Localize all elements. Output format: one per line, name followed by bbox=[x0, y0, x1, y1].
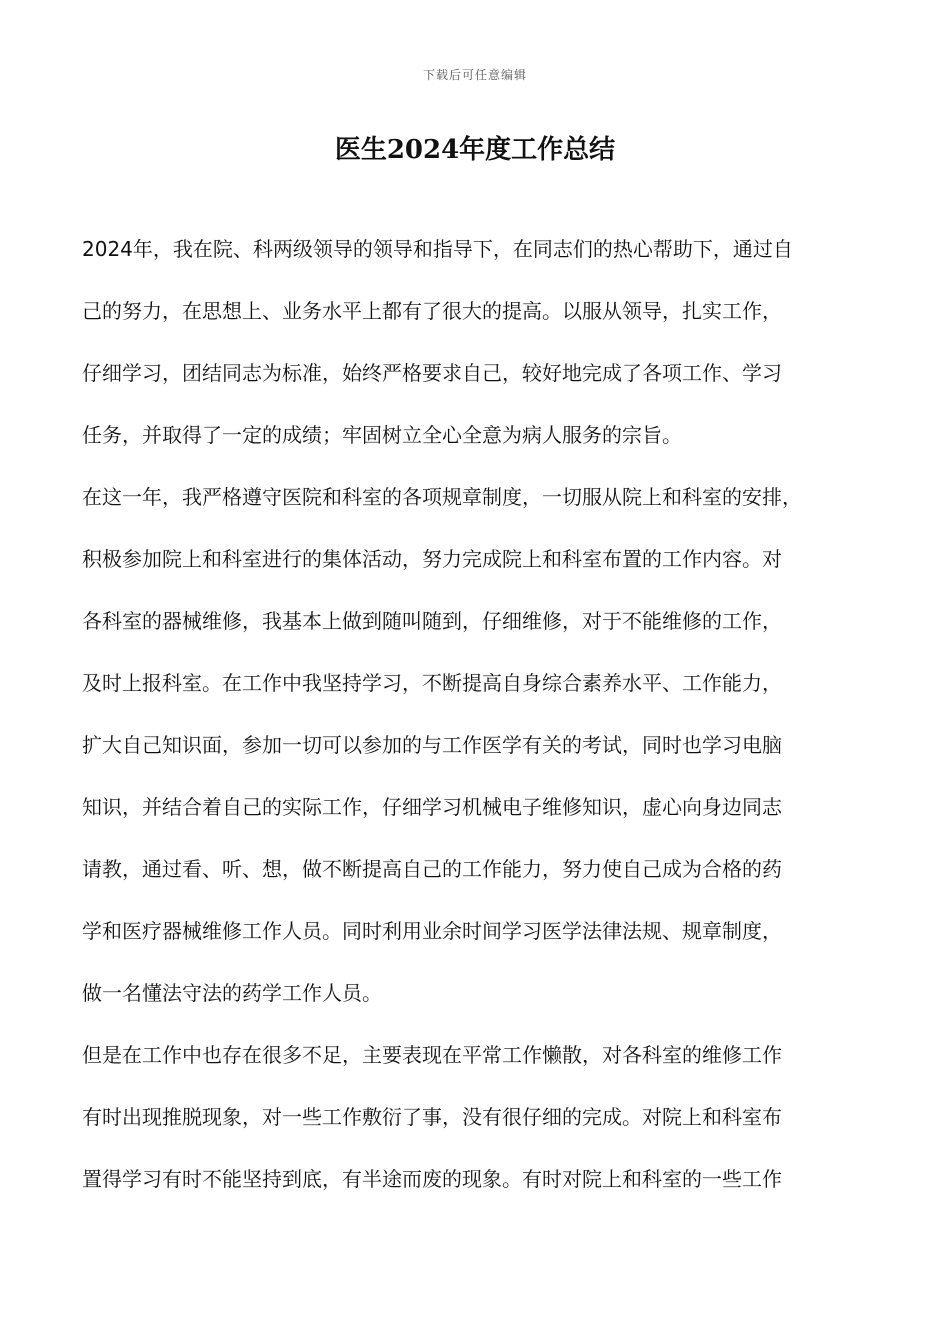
text-line: 在这一年，我严格遵守医院和科室的各项规章制度，一切服从院上和科室的安排， bbox=[82, 485, 802, 509]
text-line: 请教，通过看、听、想，做不断提高自己的工作能力，努力使自己成为合格的药 bbox=[82, 857, 782, 881]
text-line: 仔细学习，团结同志为标准，始终严格要求自己，较好地完成了各项工作、学习 bbox=[82, 361, 782, 385]
text-line: 各科室的器械维修，我基本上做到随叫随到，仔细维修，对于不能维修的工作， bbox=[82, 609, 782, 633]
paragraph-3 bbox=[82, 1024, 878, 1210]
text-line: 有时出现推脱现象，对一些工作敷衍了事，没有很仔细的完成。对院上和科室布 bbox=[82, 1105, 782, 1129]
page-title: 医生2024年度工作总结 bbox=[334, 135, 616, 165]
text-line: 做一名懂法守法的药学工作人员。 bbox=[82, 981, 382, 1005]
text-line: 及时上报科室。在工作中我坚持学习，不断提高自身综合素养水平、工作能力， bbox=[82, 671, 782, 695]
text-line: 但是在工作中也存在很多不足，主要表现在平常工作懒散，对各科室的维修工作 bbox=[82, 1043, 782, 1067]
header-note: 下载后可任意编辑 bbox=[422, 68, 527, 82]
text-line: 置得学习有时不能坚持到底，有半途而废的现象。有时对院上和科室的一些工作 bbox=[82, 1167, 782, 1191]
text-line: 己的努力，在思想上、业务水平上都有了很大的提高。以服从领导，扎实工作， bbox=[82, 299, 782, 323]
paragraph-1 bbox=[82, 218, 878, 466]
text-line: 知识，并结合着自己的实际工作，仔细学习机械电子维修知识，虚心向身边同志 bbox=[82, 795, 782, 819]
text-line: 2024年，我在院、科两级领导的领导和指导下，在同志们的热心帮助下，通过自 bbox=[82, 237, 793, 261]
text-line: 任务，并取得了一定的成绩；牢固树立全心全意为病人服务的宗旨。 bbox=[82, 423, 682, 447]
paragraph-2 bbox=[82, 466, 878, 1024]
text-line: 扩大自己知识面，参加一切可以参加的与工作医学有关的考试，同时也学习电脑 bbox=[82, 733, 782, 757]
text-line: 学和医疗器械维修工作人员。同时利用业余时间学习医学法律法规、规章制度， bbox=[82, 919, 782, 943]
document-body bbox=[82, 218, 878, 1210]
text-line: 积极参加院上和科室进行的集体活动，努力完成院上和科室布置的工作内容。对 bbox=[82, 547, 782, 571]
